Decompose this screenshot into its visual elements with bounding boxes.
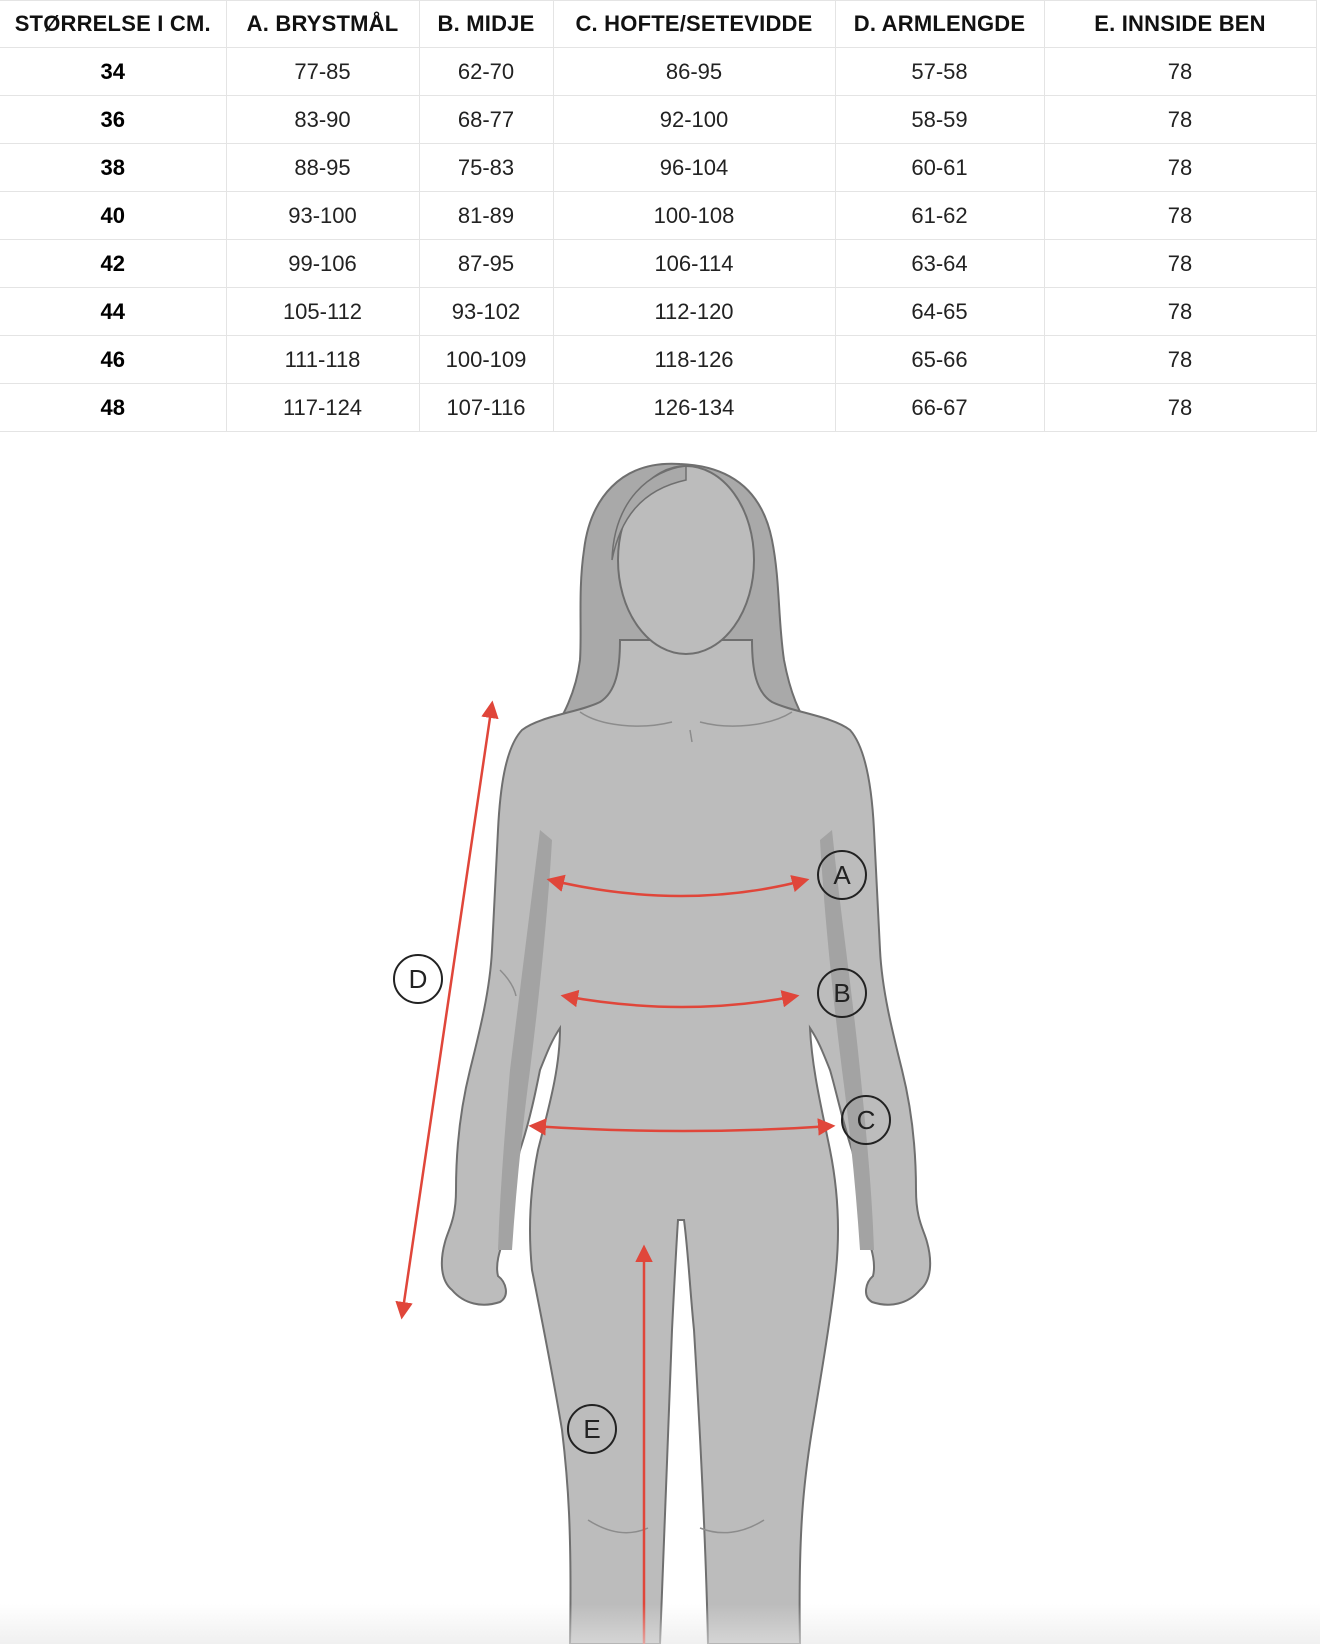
marker-d-label: D xyxy=(408,964,428,994)
body-silhouette-diagram xyxy=(0,430,1320,1644)
header-chest: A. BRYSTMÅL xyxy=(226,1,419,48)
table-row xyxy=(0,240,1316,288)
arm-length-cell: 63-64 xyxy=(835,240,1044,288)
inseam-cell: 78 xyxy=(1044,96,1316,144)
hip-cell: 96-104 xyxy=(553,144,835,192)
size-cell: 48 xyxy=(0,384,226,432)
waist-cell: 75-83 xyxy=(419,144,553,192)
size-cell: 42 xyxy=(0,240,226,288)
size-cell: 36 xyxy=(0,96,226,144)
waist-cell: 100-109 xyxy=(419,336,553,384)
header-waist: B. MIDJE xyxy=(419,1,553,48)
chest-cell: 99-106 xyxy=(226,240,419,288)
waist-cell: 62-70 xyxy=(419,48,553,96)
size-chart-table xyxy=(0,0,1317,432)
table-row xyxy=(0,192,1316,240)
chest-cell: 93-100 xyxy=(226,192,419,240)
hip-cell: 112-120 xyxy=(553,288,835,336)
inseam-cell: 78 xyxy=(1044,144,1316,192)
header-hip: C. HOFTE/SETEVIDDE xyxy=(553,1,835,48)
table-row xyxy=(0,144,1316,192)
chest-cell: 105-112 xyxy=(226,288,419,336)
inseam-cell: 78 xyxy=(1044,288,1316,336)
chest-cell: 117-124 xyxy=(226,384,419,432)
waist-cell: 81-89 xyxy=(419,192,553,240)
header-inseam: E. INNSIDE BEN xyxy=(1044,1,1316,48)
size-cell: 38 xyxy=(0,144,226,192)
marker-b-label: B xyxy=(833,978,851,1008)
inseam-cell: 78 xyxy=(1044,48,1316,96)
arm-length-cell: 66-67 xyxy=(835,384,1044,432)
hip-cell: 92-100 xyxy=(553,96,835,144)
arm-length-cell: 57-58 xyxy=(835,48,1044,96)
table-row xyxy=(0,96,1316,144)
hip-cell: 118-126 xyxy=(553,336,835,384)
marker-c-label: C xyxy=(856,1105,876,1135)
inseam-cell: 78 xyxy=(1044,336,1316,384)
hip-cell: 106-114 xyxy=(553,240,835,288)
size-cell: 44 xyxy=(0,288,226,336)
hip-cell: 126-134 xyxy=(553,384,835,432)
size-cell: 46 xyxy=(0,336,226,384)
table-row xyxy=(0,48,1316,96)
arm-length-cell: 58-59 xyxy=(835,96,1044,144)
chest-cell: 88-95 xyxy=(226,144,419,192)
hip-cell: 86-95 xyxy=(553,48,835,96)
table-header-row xyxy=(0,1,1316,48)
inseam-cell: 78 xyxy=(1044,240,1316,288)
waist-cell: 87-95 xyxy=(419,240,553,288)
arm-length-cell: 64-65 xyxy=(835,288,1044,336)
measurement-figure xyxy=(0,430,1320,1644)
arm-length-cell: 60-61 xyxy=(835,144,1044,192)
inseam-cell: 78 xyxy=(1044,192,1316,240)
waist-cell: 93-102 xyxy=(419,288,553,336)
header-size: STØRRELSE I CM. xyxy=(0,1,226,48)
table-row xyxy=(0,288,1316,336)
table-row xyxy=(0,384,1316,432)
bottom-fade xyxy=(0,1604,1320,1644)
waist-cell: 107-116 xyxy=(419,384,553,432)
size-cell: 34 xyxy=(0,48,226,96)
marker-e-label: E xyxy=(583,1414,601,1444)
arm-length-cell: 61-62 xyxy=(835,192,1044,240)
size-cell: 40 xyxy=(0,192,226,240)
waist-cell: 68-77 xyxy=(419,96,553,144)
chest-cell: 77-85 xyxy=(226,48,419,96)
table-row xyxy=(0,336,1316,384)
marker-a-label: A xyxy=(833,860,851,890)
inseam-cell: 78 xyxy=(1044,384,1316,432)
header-arm-length: D. ARMLENGDE xyxy=(835,1,1044,48)
arm-length-cell: 65-66 xyxy=(835,336,1044,384)
chest-cell: 111-118 xyxy=(226,336,419,384)
chest-cell: 83-90 xyxy=(226,96,419,144)
hip-cell: 100-108 xyxy=(553,192,835,240)
